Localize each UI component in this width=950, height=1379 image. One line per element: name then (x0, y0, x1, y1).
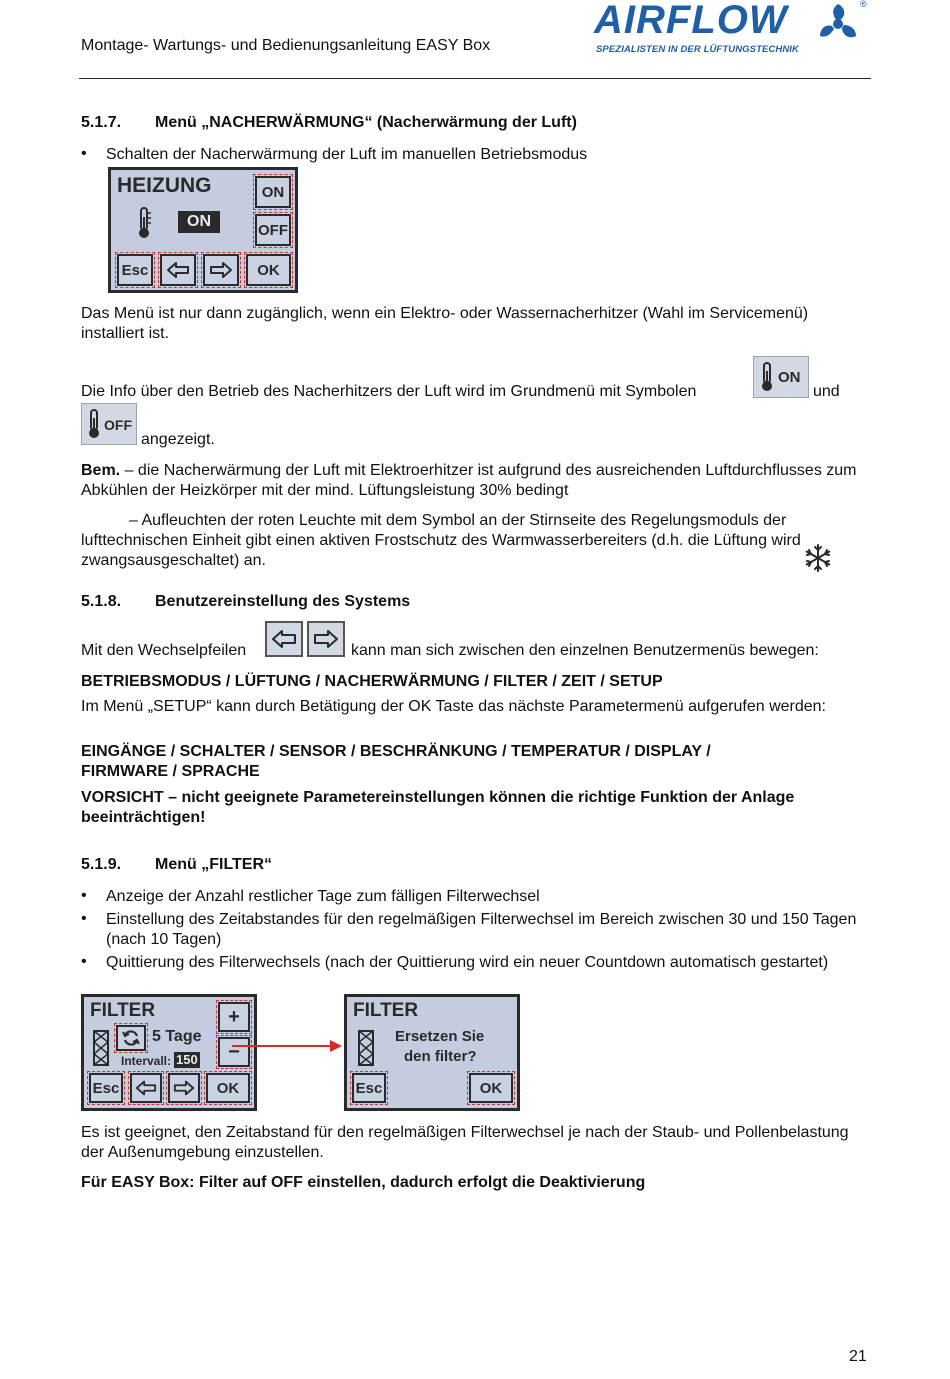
lcd-title: FILTER (353, 1000, 419, 1021)
arrow-right-icon (209, 261, 233, 279)
lcd-state-badge: ON (178, 211, 220, 233)
heizung-lcd-panel (108, 167, 298, 293)
replace-question-line1: Ersetzen Sie (395, 1028, 485, 1045)
bullet-dot: • (81, 887, 87, 904)
note-frost-text: – Aufleuchten der roten Leuchte mit dem Symbol an der Stirnseite des Regelungsmoduls der lufttechnischen Einheit gibt einen aktiven Frostschutz des Warmwasserbereiters (d.h. die Lüftung wird zwangsausgeschaltet) an. (81, 512, 801, 569)
filter-esc-button[interactable]: Esc (89, 1073, 123, 1103)
section-title-517: Menü „NACHERWÄRMUNG“ (Nacherwärmung der Luft) (155, 114, 577, 131)
user-menus-list: BETRIEBSMODUS / LÜFTUNG / NACHERWÄRMUNG / FILTER / ZEIT / SETUP (81, 673, 663, 690)
filter-minus-button[interactable]: − (218, 1037, 250, 1067)
lcd-title: FILTER (90, 1000, 156, 1021)
filter-bullet-1: Anzeige der Anzahl restlicher Tage zum fälligen Filterwechsel (106, 888, 540, 905)
bullet-dot: • (81, 910, 87, 927)
header-divider (79, 78, 871, 79)
arrows-text-end: kann man sich zwischen den einzelnen Benutzermenüs bewegen: (351, 642, 819, 659)
section-title-518: Benutzereinstellung des Systems (155, 593, 411, 610)
filter-plus-button[interactable]: + (218, 1002, 250, 1032)
arrow-right-icon (313, 629, 339, 649)
thermometer-icon (760, 362, 774, 392)
snowflake-icon (803, 543, 833, 573)
filter-left-arrow-button[interactable] (130, 1073, 162, 1103)
paragraph-and: und (813, 383, 840, 400)
paragraph-symbols-start: Die Info über den Betrieb des Nacherhitzers der Luft wird im Grundmenü mit Symbolen (81, 383, 697, 400)
lcd-on-button[interactable]: ON (255, 176, 291, 208)
document-title: Montage- Wartungs- und Bedienungsanleitung EASY Box (81, 37, 491, 54)
easy-box-filter-note: Für EASY Box: Filter auf OFF einstellen, dadurch erfolgt die Deaktivierung (81, 1174, 646, 1191)
arrow-right-icon (173, 1079, 195, 1097)
logo-wordmark: AIRFLOW (594, 0, 788, 42)
arrow-right-symbol (307, 621, 345, 657)
off-symbol-label: OFF (104, 417, 132, 433)
filter-refresh-button[interactable] (116, 1025, 146, 1051)
confirm-esc-button[interactable]: Esc (352, 1073, 386, 1103)
note-frost-protection (81, 511, 861, 571)
heating-off-symbol (81, 403, 137, 445)
airflow-logo (594, 0, 874, 62)
note-label: Bem. (81, 462, 121, 479)
section-number-517: 5.1.7. (81, 114, 122, 131)
thermometer-icon (87, 409, 101, 439)
heating-on-symbol (753, 356, 809, 398)
interval-label: Intervall: (121, 1054, 172, 1068)
arrow-left-icon (135, 1079, 157, 1097)
parameter-menus-list: EINGÄNGE / SCHALTER / SENSOR / BESCHRÄNKUNG / TEMPERATUR / DISPLAY / FIRMWARE / SPRACHE (81, 743, 711, 780)
lcd-title: HEIZUNG (117, 174, 212, 197)
warning-text: VORSICHT – nicht geeignete Parametereinstellungen können die richtige Funktion der Anlage beeinträchtigen! (81, 789, 795, 826)
filter-right-arrow-button[interactable] (168, 1073, 200, 1103)
refresh-icon (121, 1028, 141, 1048)
filter-lcd-panel (81, 994, 257, 1111)
page-number: 21 (849, 1348, 867, 1365)
fan-logo-icon (816, 2, 864, 46)
section-number-518: 5.1.8. (81, 593, 122, 610)
thermometer-icon (136, 207, 152, 239)
lcd-off-button[interactable]: OFF (255, 214, 291, 246)
bullet-dot: • (81, 953, 87, 970)
arrow-left-icon (166, 261, 190, 279)
arrows-text-start: Mit den Wechselpfeilen (81, 642, 247, 659)
setup-paragraph: Im Menü „SETUP“ kann durch Betätigung der OK Taste das nächste Parametermenü aufgerufen werden: (81, 698, 826, 715)
section-number-519: 5.1.9. (81, 856, 122, 873)
filter-icon (93, 1030, 109, 1066)
bullet-text: Schalten der Nacherwärmung der Luft im manuellen Betriebsmodus (106, 146, 588, 163)
lcd-right-arrow-button[interactable] (203, 254, 239, 286)
note-text: – die Nacherwärmung der Luft mit Elektroerhitzer ist aufgrund des ausreichenden Luftdurchflusses zum Abkühlen der Heizkörper mit der mind. Lüftungsleistung 30% bedingt (81, 462, 857, 499)
filter-bullet-3: Quittierung des Filterwechsels (nach der Quittierung wird ein neuer Countdown automatisch gestartet) (106, 954, 829, 971)
registered-mark: ® (860, 0, 867, 9)
lcd-ok-button[interactable]: OK (246, 254, 291, 286)
bullet-dot: • (81, 145, 87, 162)
paragraph-availability: Das Menü ist nur dann zugänglich, wenn ein Elektro- oder Wassernacherhitzer (Wahl im Servicemenü) installiert ist. (81, 305, 809, 342)
paragraph-symbols-end: angezeigt. (141, 431, 215, 448)
on-symbol-label: ON (778, 369, 801, 386)
arrow-left-symbol (265, 621, 303, 657)
interval-value: 150 (176, 1052, 198, 1067)
filter-confirm-lcd-panel (344, 994, 520, 1111)
section-title-519: Menü „FILTER“ (155, 856, 273, 873)
filter-days-remaining: 5 Tage (152, 1028, 202, 1045)
filter-ok-button[interactable]: OK (206, 1073, 250, 1103)
confirm-ok-button[interactable]: OK (469, 1073, 513, 1103)
filter-icon (358, 1030, 374, 1066)
replace-question-line2: den filter? (404, 1048, 477, 1065)
arrow-left-icon (271, 629, 297, 649)
filter-interval-paragraph: Es ist geeignet, den Zeitabstand für den regelmäßigen Filterwechsel je nach der Staub- und Pollenbelastung der Außenumgebung einzustellen. (81, 1124, 849, 1161)
note-electro-heater (81, 461, 871, 501)
filter-bullet-2: Einstellung des Zeitabstandes für den regelmäßigen Filterwechsel im Bereich zwischen 30 und 150 Tagen (nach 10 Tagen) (106, 911, 857, 948)
lcd-left-arrow-button[interactable] (160, 254, 196, 286)
transition-arrow-icon (232, 1036, 344, 1056)
logo-tagline: SPEZIALISTEN IN DER LÜFTUNGSTECHNIK (596, 44, 800, 55)
lcd-esc-button[interactable]: Esc (117, 254, 153, 286)
